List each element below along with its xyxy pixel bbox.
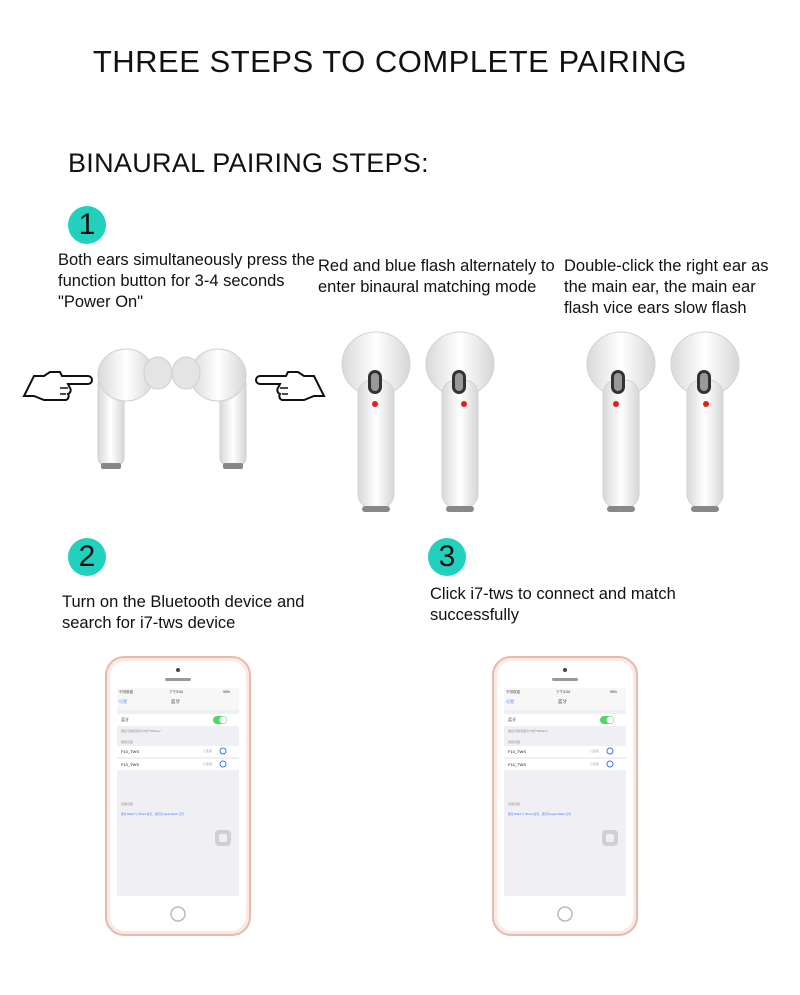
device-2-status: 已连接 <box>203 762 213 766</box>
device-2-name[interactable]: F10_TWS <box>508 762 527 767</box>
device-1-name[interactable]: F10_TWS <box>508 749 527 754</box>
bluetooth-note: 现在可被发现为"i7的""iPhone" <box>508 729 548 733</box>
phone-right <box>492 656 638 941</box>
section-subtitle: BINAURAL PAIRING STEPS: <box>68 148 429 178</box>
phone-left <box>105 656 251 941</box>
flash-text: Red and blue flash alternately to enter binaural matching mode <box>318 257 555 296</box>
earbud-right <box>426 332 494 512</box>
step-1-text: Both ears simultaneously press the function button for 3-4 seconds "Power On" <box>58 251 315 311</box>
status-time: 下午3:34 <box>556 690 570 694</box>
other-devices-header: 其他设备 <box>508 802 521 806</box>
status-battery: 90% <box>223 690 231 694</box>
nav-title: 蓝牙 <box>558 699 567 704</box>
devices-header: 我的设备 <box>508 740 521 744</box>
other-devices-header: 其他设备 <box>121 802 134 806</box>
earbud-left <box>342 332 410 512</box>
device-1-status: 已连接 <box>590 749 600 753</box>
page-title: THREE STEPS TO COMPLETE PAIRING <box>92 44 688 79</box>
status-carrier: 中国联通 <box>119 690 133 694</box>
device-1-status: 已连接 <box>203 749 213 753</box>
bluetooth-label: 蓝牙 <box>508 717 516 722</box>
step-3-text: Click i7-tws to connect and match successfully <box>430 585 676 624</box>
earbuds-main-ear-image <box>585 330 745 520</box>
status-carrier: 中国联通 <box>506 690 520 694</box>
device-1-name[interactable]: F10_TWS <box>121 749 140 754</box>
nav-title: 蓝牙 <box>171 699 180 704</box>
pointing-hand-left-icon <box>252 368 318 402</box>
step-2-badge: 2 <box>68 538 106 576</box>
status-battery: 90% <box>610 690 618 694</box>
device-2-name[interactable]: F10_TWS <box>121 762 140 767</box>
bluetooth-label: 蓝牙 <box>121 717 129 722</box>
nav-back-link[interactable]: 设置 <box>506 699 514 704</box>
status-time: 下午3:34 <box>169 690 183 694</box>
earbuds-flash-image <box>340 330 500 520</box>
devices-header: 我的设备 <box>121 740 134 744</box>
bluetooth-note: 现在可被发现为"i7的""iPhone" <box>121 729 161 733</box>
step-2-text: Turn on the Bluetooth device and search for i7-tws device <box>62 593 305 632</box>
step-3-badge: 3 <box>428 538 466 576</box>
pointing-hand-right-icon <box>30 368 96 402</box>
earbuds-facing-image <box>96 345 256 475</box>
step-1-badge: 1 <box>68 206 106 244</box>
watch-note: 要将 Watch 与 iPhone 配对，请使用 Apple Watch 应用 <box>121 813 184 816</box>
nav-back-link[interactable]: 设置 <box>119 699 127 704</box>
device-2-status: 已连接 <box>590 762 600 766</box>
main-ear-text: Double-click the right ear as the main ear, the main ear flash vice ears slow flash <box>564 257 769 317</box>
watch-note: 要将 Watch 与 iPhone 配对，请使用 Apple Watch 应用 <box>508 813 571 816</box>
